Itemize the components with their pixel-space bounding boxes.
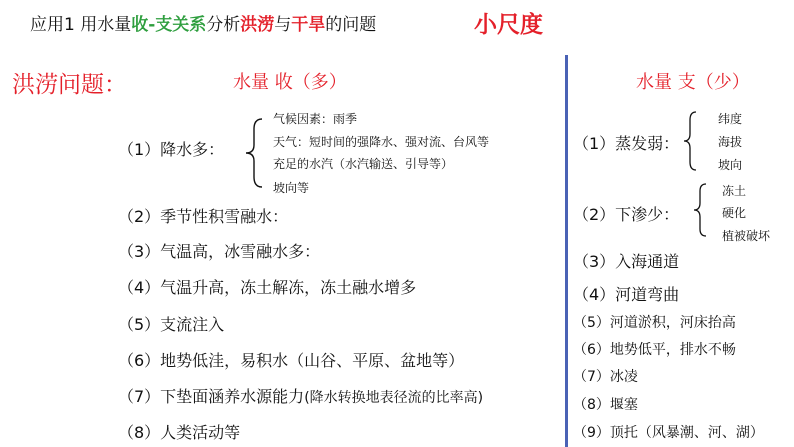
flood-item-3: （3）气温高，冰雪融水多： (118, 242, 321, 261)
drain-sub-3: 坡向 (718, 158, 743, 172)
drain-item-7: （7）冰凌 (573, 369, 638, 385)
drain-item-2: （2）下渗少： (573, 205, 680, 224)
flood-sub-2: 天气：短时间的强降水、强对流、台风等 (273, 135, 490, 149)
flood-title: 洪涝问题： (12, 72, 127, 98)
title-suffix: 的问题 (325, 15, 377, 35)
drain-sub-2: 海拔 (718, 135, 743, 149)
drain-sub-6: 植被破坏 (722, 229, 771, 243)
flood-item-5: （5）支流注入 (118, 315, 225, 334)
drain-sub-5: 硬化 (722, 206, 747, 220)
flood-item-1: （1）降水多： (118, 140, 225, 159)
scale-label: 小尺度 (474, 12, 543, 38)
flood-item-7-note: (降水转换地表径流的比率高) (304, 390, 484, 406)
flood-sub-3: 充足的水汽（水汽输送、引导等） (273, 157, 454, 171)
flood-item-7 (118, 384, 483, 407)
flood-sub-1: 气候因素：雨季 (273, 112, 358, 126)
drain-sub-1: 纬度 (718, 112, 743, 126)
brace-left-1 (244, 117, 264, 189)
flood-item-8: （8）人类活动等 (118, 423, 241, 442)
water-expense-subtitle: 水量 支（少） (636, 72, 750, 93)
drain-item-6: （6）地势低平，排水不畅 (573, 342, 736, 358)
drain-sub-4: 冻土 (722, 184, 747, 198)
column-divider (565, 55, 568, 447)
flood-item-6: （6）地势低洼，易积水（山谷、平原、盆地等） (118, 351, 465, 370)
title-drought: 干旱 (291, 15, 326, 35)
drain-item-9: （9）顶托（风暴潮、河、湖） (573, 425, 764, 441)
title-and: 与 (274, 15, 292, 35)
water-income-subtitle: 水量 收（多） (233, 72, 347, 93)
flood-item-7-text: （7）下垫面涵养水源能力 (118, 387, 305, 406)
title-prefix: 应用1 用水量 (30, 15, 132, 35)
drain-item-1: （1）蒸发弱： (573, 134, 680, 153)
title-flood: 洪涝 (240, 15, 275, 35)
brace-right-1 (683, 110, 697, 172)
drain-item-4: （4）河道弯曲 (573, 285, 680, 304)
brace-right-2 (693, 182, 707, 238)
drain-item-3: （3）入海通道 (573, 252, 680, 271)
title-shou-zhi: 收-支关系 (131, 15, 207, 35)
drain-item-5: （5）河道淤积，河床抬高 (573, 315, 736, 331)
flood-item-2: （2）季节性积雪融水： (118, 207, 289, 226)
flood-sub-4: 坡向等 (273, 181, 310, 195)
flood-item-4: （4）气温升高，冻土解冻，冻土融水增多 (118, 278, 417, 297)
page-title (30, 10, 376, 35)
drain-item-8: （8）堰塞 (573, 397, 638, 413)
title-analysis: 分析 (206, 15, 241, 35)
